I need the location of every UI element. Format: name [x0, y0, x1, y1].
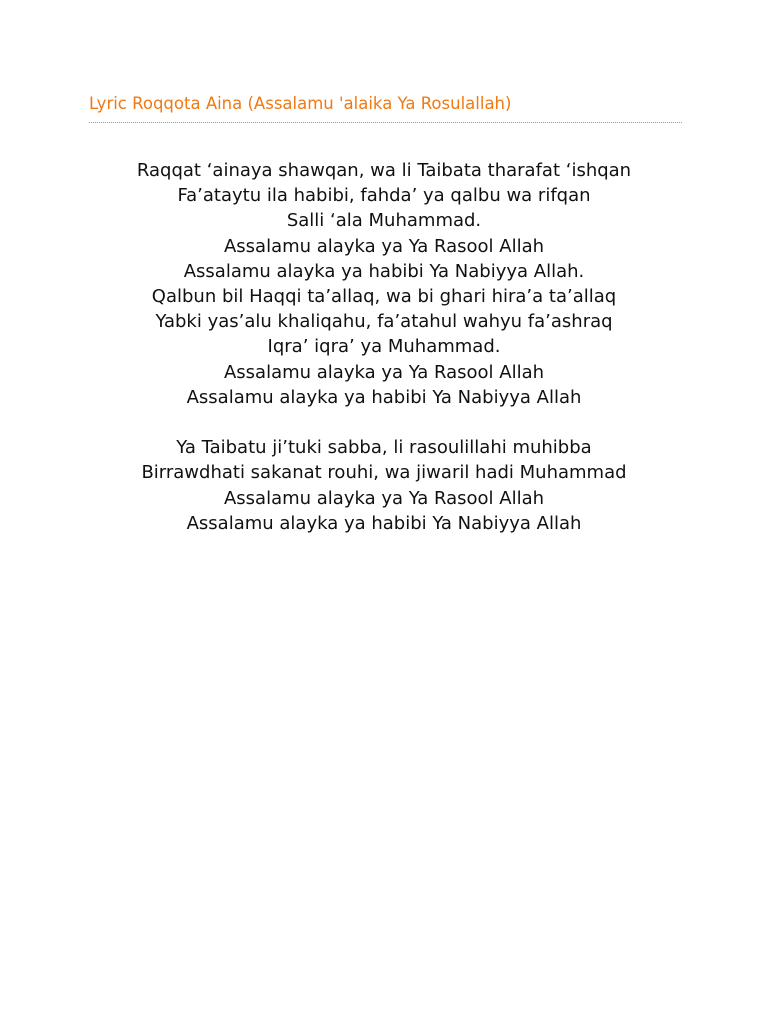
lyric-line: Assalamu alayka ya habibi Ya Nabiyya Allah	[186, 512, 582, 534]
stanza	[84, 158, 684, 410]
lyric-line: Yabki yas’alu khaliqahu, fa’atahul wahyu fa’ashraq	[155, 311, 613, 333]
title-divider	[89, 122, 682, 123]
lyric-line: Iqra’ iqra’ ya Muhammad.	[267, 336, 501, 358]
lyric-line: Assalamu alayka ya Ya Rasool Allah	[223, 235, 545, 257]
lyric-line: Salli ‘ala Muhammad.	[286, 210, 482, 232]
lyric-line: Birrawdhati sakanat rouhi, wa jiwaril hadi Muhammad	[141, 462, 627, 484]
lyric-line: Assalamu alayka ya Ya Rasool Allah	[223, 361, 545, 383]
lyric-line: Qalbun bil Haqqi ta’allaq, wa bi ghari hira’a ta’allaq	[151, 286, 617, 308]
lyrics-body	[84, 158, 684, 536]
lyric-line: Fa’ataytu ila habibi, fahda’ ya qalbu wa rifqan	[177, 185, 591, 207]
lyric-line: Raqqat ‘ainaya shawqan, wa li Taibata tharafat ‘ishqan	[136, 160, 632, 181]
document-title: Lyric Roqqota Aina (Assalamu 'alaika Ya Rosulallah)	[89, 94, 512, 113]
lyric-line: Assalamu alayka ya Ya Rasool Allah	[223, 487, 545, 509]
lyric-line: Assalamu alayka ya habibi Ya Nabiyya Allah	[186, 386, 582, 408]
stanza	[84, 435, 684, 536]
lyric-line: Ya Taibatu ji’tuki sabba, li rasoulillahi muhibba	[176, 437, 592, 459]
lyric-line: Assalamu alayka ya habibi Ya Nabiyya Allah.	[183, 260, 585, 282]
